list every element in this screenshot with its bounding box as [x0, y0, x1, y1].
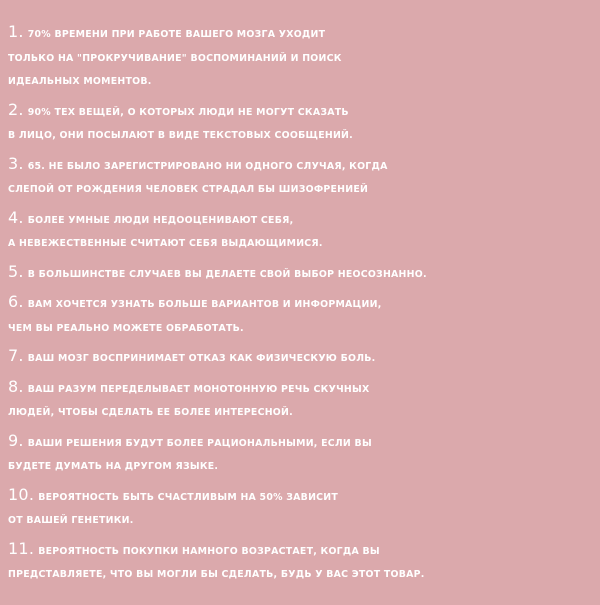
fact-item-5 [8, 260, 594, 287]
fact-line: ТОЛЬКО НА "ПРОКРУЧИВАНИЕ" ВОСПОМИНАНИЙ И ПОИСК [8, 52, 342, 64]
fact-text: БОЛЕЕ УМНЫЕ ЛЮДИ НЕДООЦЕНИВАЮТ СЕБЯ, [27, 214, 294, 226]
fact-item-7 [8, 344, 594, 371]
fact-line: БУДЕТЕ ДУМАТЬ НА ДРУГОМ ЯЗЫКЕ. [8, 461, 219, 472]
fact-number: 8. [8, 376, 24, 396]
fact-line: А НЕВЕЖЕСТВЕННЫЕ СЧИТАЮТ СЕБЯ ВЫДАЮЩИМИСЯ. [8, 238, 323, 249]
fact-item-8 [8, 375, 594, 425]
fact-number: 9. [8, 430, 24, 450]
fact-text: В БОЛЬШИНСТВЕ СЛУЧАЕВ ВЫ ДЕЛАЕТЕ СВОЙ ВЫБОР НЕОСОЗНАННО. [27, 268, 427, 280]
fact-item-2 [8, 98, 594, 148]
fact-line [8, 260, 594, 287]
fact-line: ИДЕАЛЬНЫХ МОМЕНТОВ. [8, 76, 152, 87]
fact-line [8, 483, 594, 510]
fact-line: ЛЮДЕЙ, ЧТОБЫ СДЕЛАТЬ ЕЕ БОЛЕЕ ИНТЕРЕСНОЙ. [8, 407, 293, 418]
fact-line: ПРЕДСТАВЛЯЕТЕ, ЧТО ВЫ МОГЛИ БЫ СДЕЛАТЬ, БУДЬ У ВАС ЭТОТ ТОВАР. [8, 569, 425, 580]
fact-number: 10. [8, 484, 35, 504]
fact-text: ВЕРОЯТНОСТЬ ПОКУПКИ НАМНОГО ВОЗРАСТАЕТ, КОГДА ВЫ [38, 545, 380, 557]
fact-line [8, 20, 594, 47]
fact-item-1 [8, 20, 594, 94]
fact-item-11 [8, 537, 594, 587]
fact-item-3 [8, 152, 594, 202]
fact-text: 90% ТЕХ ВЕЩЕЙ, О КОТОРЫХ ЛЮДИ НЕ МОГУТ СКАЗАТЬ [27, 106, 349, 118]
fact-text: ВАШ РАЗУМ ПЕРЕДЕЛЫВАЕТ МОНОТОННУЮ РЕЧЬ СКУЧНЫХ [27, 383, 370, 395]
fact-number: 3. [8, 153, 24, 173]
fact-line: ОТ ВАШЕЙ ГЕНЕТИКИ. [8, 515, 134, 526]
fact-number: 2. [8, 99, 24, 119]
fact-line [8, 537, 594, 564]
fact-line: ЧЕМ ВЫ РЕАЛЬНО МОЖЕТЕ ОБРАБОТАТЬ. [8, 322, 244, 334]
fact-number: 4. [8, 207, 24, 227]
fact-text: ВАШИ РЕШЕНИЯ БУДУТ БОЛЕЕ РАЦИОНАЛЬНЫМИ, ЕСЛИ ВЫ [27, 437, 372, 449]
fact-line [8, 206, 594, 233]
fact-item-10 [8, 483, 594, 533]
fact-number: 7. [8, 346, 24, 365]
fact-line [8, 152, 594, 179]
fact-number: 1. [8, 22, 24, 41]
fact-line [8, 375, 594, 402]
facts-list [8, 20, 594, 591]
fact-number: 6. [8, 292, 24, 311]
fact-text: ВЕРОЯТНОСТЬ БЫТЬ СЧАСТЛИВЫМ НА 50% ЗАВИСИТ [38, 491, 339, 503]
fact-line [8, 429, 594, 456]
fact-item-9 [8, 429, 594, 479]
fact-text: 70% ВРЕМЕНИ ПРИ РАБОТЕ ВАШЕГО МОЗГА УХОДИТ [27, 29, 326, 40]
fact-text: ВАШ МОЗГ ВОСПРИНИМАЕТ ОТКАЗ КАК ФИЗИЧЕСКУЮ БОЛЬ. [27, 353, 376, 364]
fact-item-4 [8, 206, 594, 256]
fact-line [8, 290, 594, 317]
fact-number: 11. [8, 538, 35, 558]
fact-text: ВАМ ХОЧЕТСЯ УЗНАТЬ БОЛЬШЕ ВАРИАНТОВ И ИНФОРМАЦИИ, [27, 299, 382, 310]
fact-line [8, 98, 594, 125]
fact-text: 65. НЕ БЫЛО ЗАРЕГИСТРИРОВАНО НИ ОДНОГО СЛУЧАЯ, КОГДА [27, 160, 388, 172]
fact-line: В ЛИЦО, ОНИ ПОСЫЛАЮТ В ВИДЕ ТЕКСТОВЫХ СООБЩЕНИЙ. [8, 130, 353, 141]
fact-item-6 [8, 290, 594, 340]
fact-line: СЛЕПОЙ ОТ РОЖДЕНИЯ ЧЕЛОВЕК СТРАДАЛ БЫ ШИЗОФРЕНИЕЙ [8, 184, 369, 195]
fact-number: 5. [8, 261, 24, 281]
fact-line [8, 344, 594, 371]
